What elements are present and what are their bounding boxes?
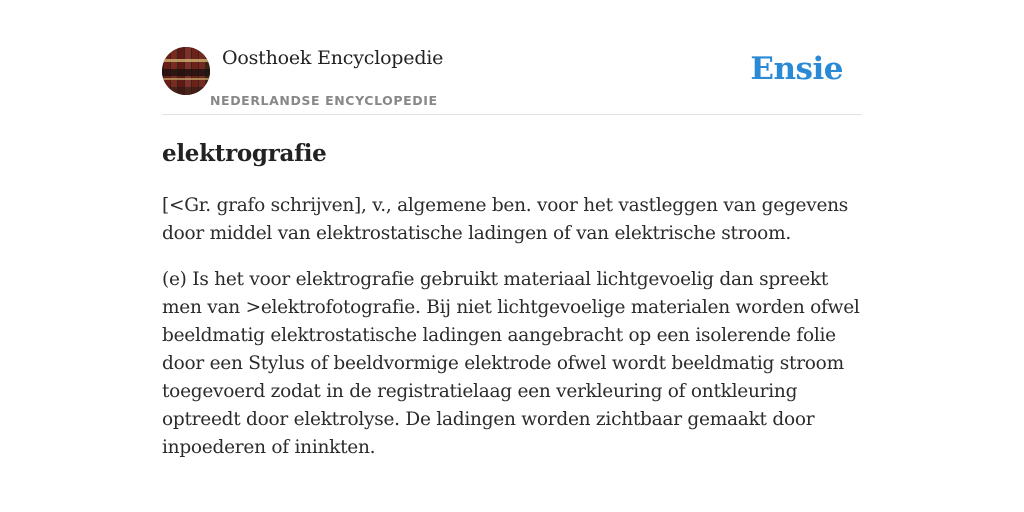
entry-card xyxy=(162,46,862,462)
entry-term: elektrografie xyxy=(162,140,327,167)
book-spines-icon[interactable] xyxy=(162,47,210,95)
entry-definition: [<Gr. grafo schrijven], v., algemene ben. voor het vastleggen van gegevens door middel van elektrostatische ladingen of van elektrische stroom. xyxy=(162,195,849,244)
brand-logo[interactable]: Ensie xyxy=(750,51,843,87)
source-title[interactable]: Oosthoek Encyclopedie xyxy=(222,47,444,69)
entry-explanation: (e) Is het voor elektrografie gebruikt materiaal lichtgevoelig dan spreekt men van >elektrofotografie. Bij niet lichtgevoelige materialen worden ofwel beeldmatig elektrostatische ladingen aangebracht op een isolerende folie door een Stylus of beeldvormige elektrode ofwel wordt beeldmatig stroom toegevoerd zodat in de registratielaag een verkleuring of ontkleuring optreedt door elektrolyse. De ladingen worden zichtbaar gemaakt door inpoederen of ininkten. xyxy=(162,269,860,458)
source-header xyxy=(162,46,862,115)
source-subtitle: NEDERLANDSE ENCYCLOPEDIE xyxy=(210,93,438,108)
